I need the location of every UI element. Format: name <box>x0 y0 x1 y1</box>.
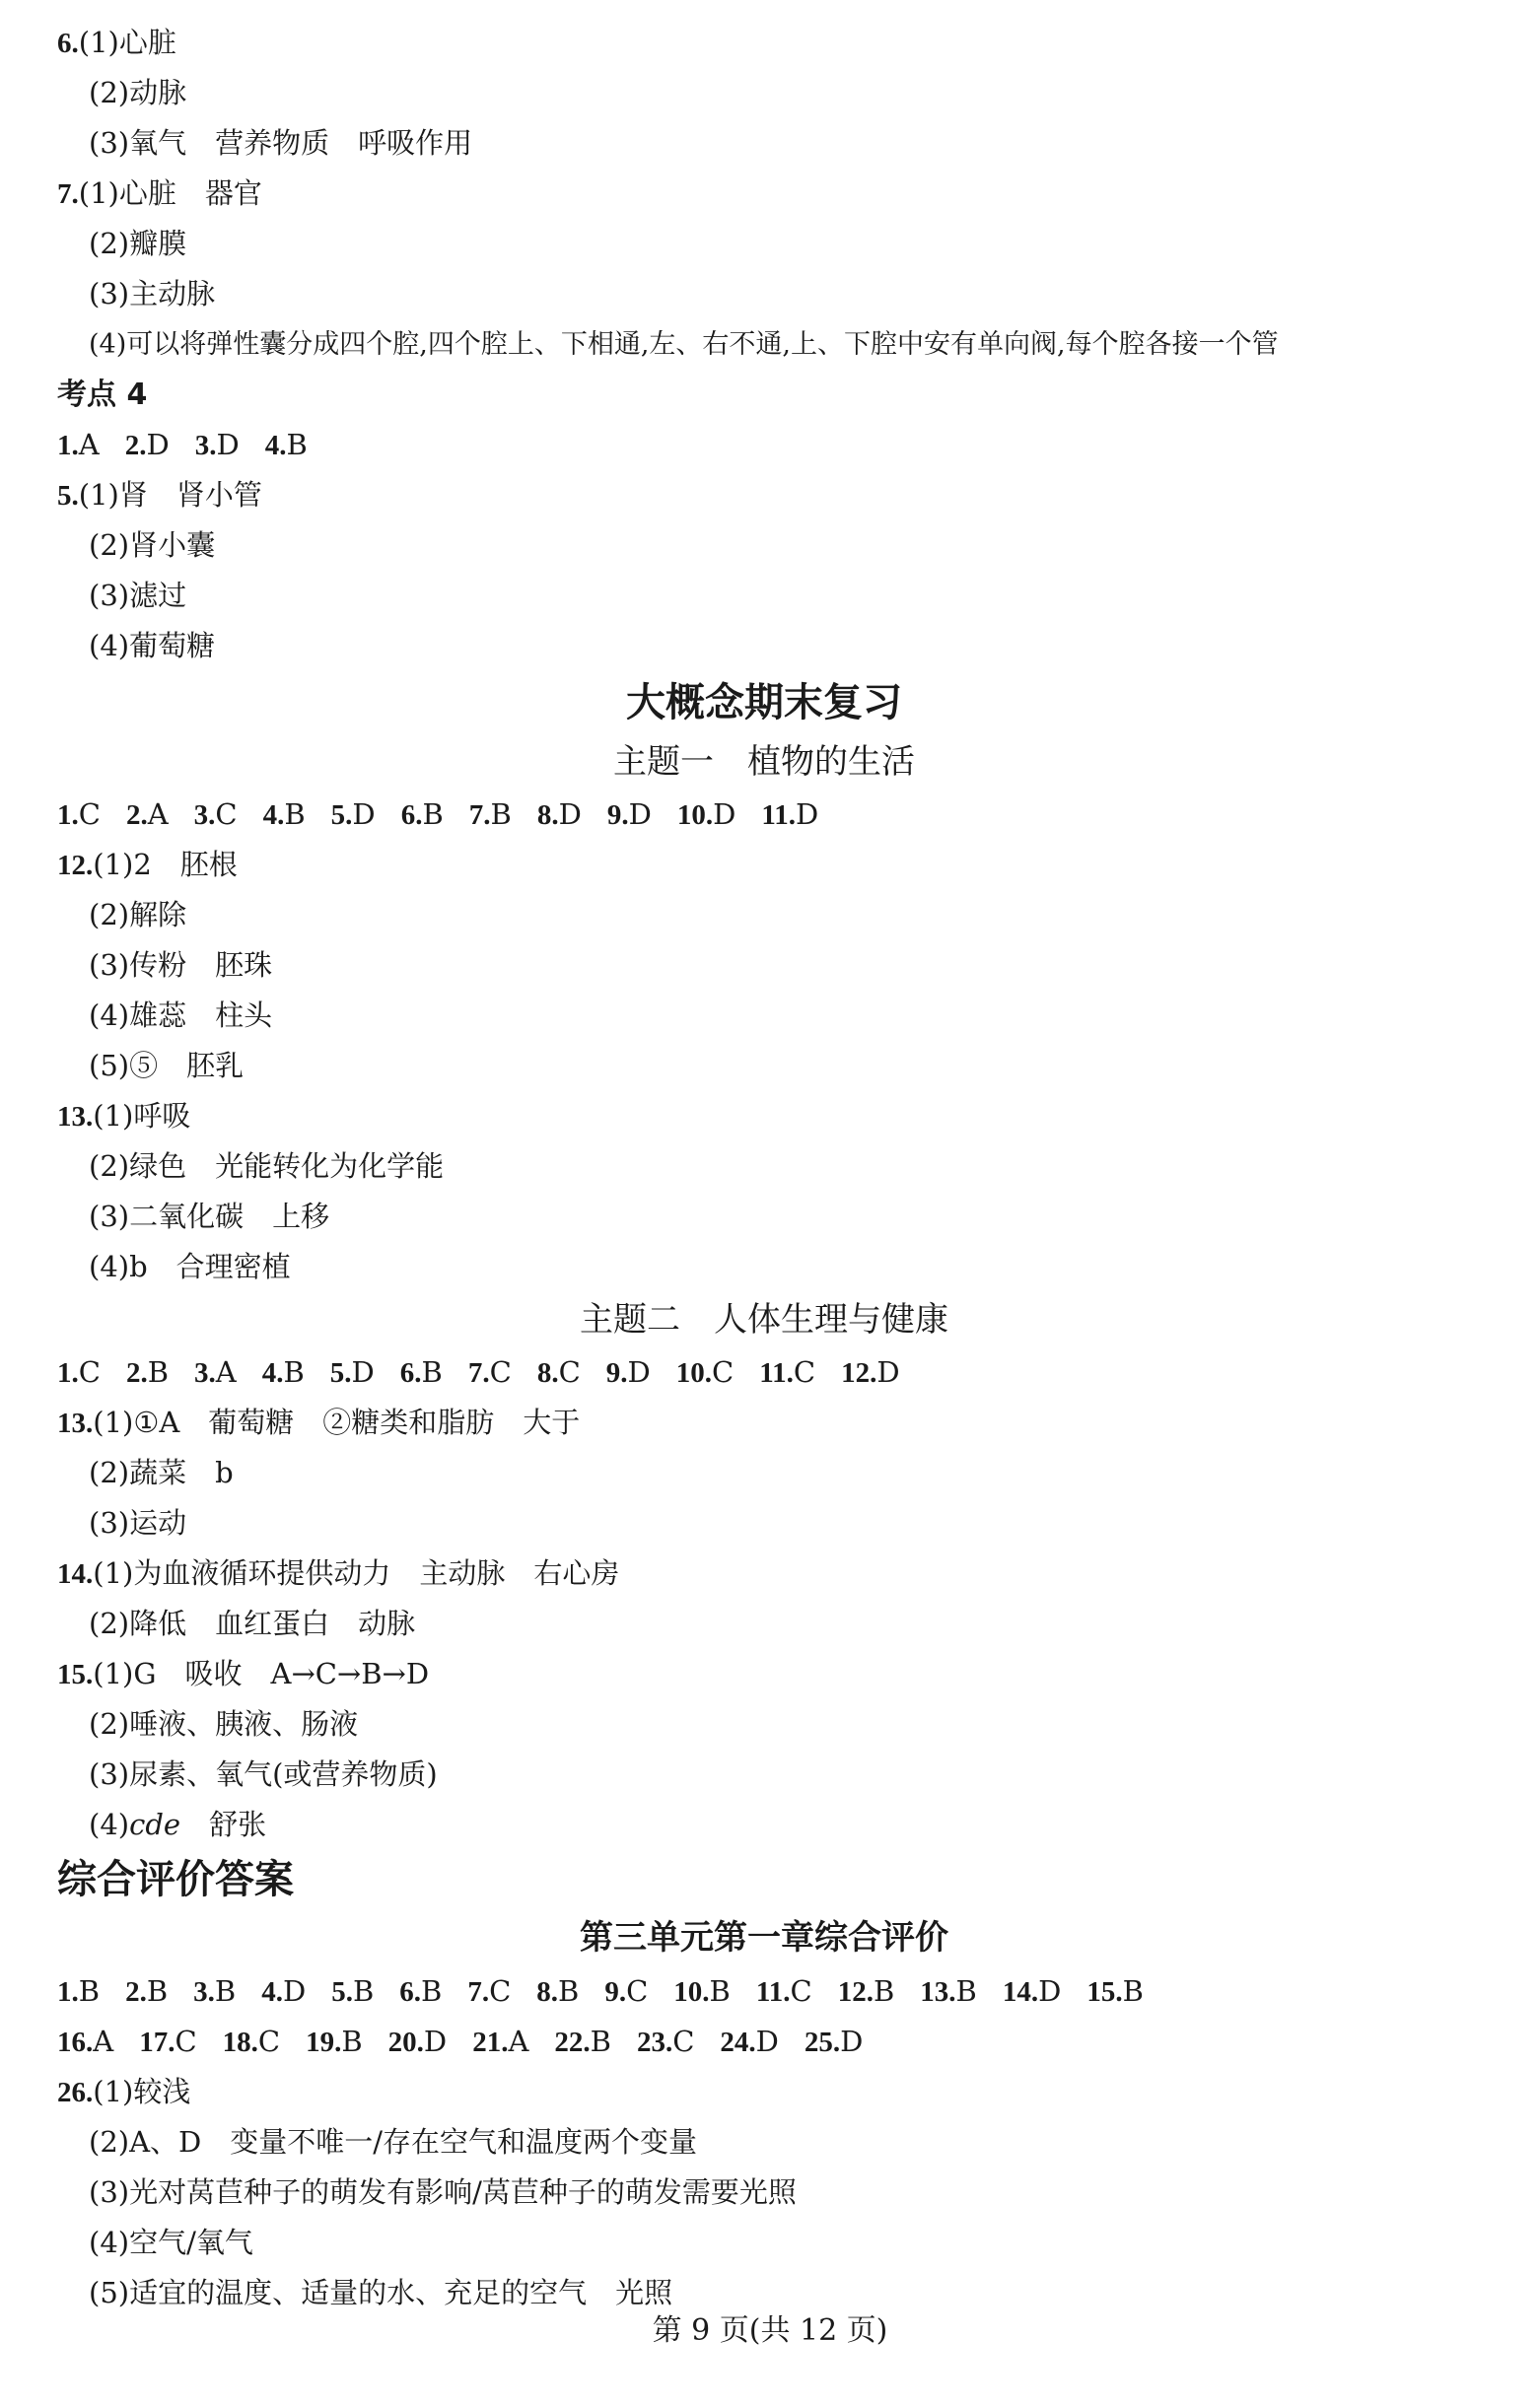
answer-letter: D <box>796 797 819 831</box>
question-number: 11. <box>759 1357 794 1389</box>
answer-letter: B <box>283 1355 305 1389</box>
question-number: 12. <box>841 1357 877 1389</box>
mc-answer <box>263 797 306 831</box>
answer-letter: B <box>147 1355 170 1389</box>
answer-line <box>57 2067 1510 2117</box>
answer-letter: B <box>558 1974 580 2008</box>
answer-letter: B <box>352 1974 375 2008</box>
answer-letter: A <box>147 797 169 831</box>
answer-letter: C <box>257 2025 281 2058</box>
answer-line: (3)二氧化碳 上移 <box>89 1200 330 1233</box>
answer-letter: A <box>508 2025 529 2058</box>
answer-line <box>57 1548 1510 1599</box>
answer-line <box>57 18 1510 68</box>
mc-answer <box>537 797 582 831</box>
mc-answer <box>125 428 170 461</box>
question-number: 15. <box>57 1659 94 1690</box>
question-number: 7. <box>467 1976 490 2008</box>
question-number: 20. <box>387 2027 424 2058</box>
mc-answer <box>838 1974 895 2008</box>
mc-answer <box>604 1974 648 2008</box>
answer-line: (4)空气/氧气 <box>89 2226 253 2259</box>
mc-row <box>57 2017 1510 2067</box>
question-number: 1. <box>57 1976 79 2008</box>
question-number: 26. <box>57 2077 94 2108</box>
answer-part: 舒张 <box>180 1808 267 1841</box>
answer-line <box>57 840 1510 890</box>
question-number: 7. <box>57 178 79 210</box>
question-number: 1. <box>57 430 79 461</box>
mc-row <box>57 1966 1510 2017</box>
answer-line: (4)可以将弹性囊分成四个腔,四个腔上、下相通,左、右不通,上、下腔中安有单向阀,每个腔各接一个管 <box>89 329 1279 360</box>
question-number: 19. <box>306 2027 342 2058</box>
mc-answer <box>536 1974 579 2008</box>
question-number: 10. <box>673 1976 710 2008</box>
mc-answer <box>57 1355 101 1389</box>
question-number: 8. <box>536 1976 559 2008</box>
question-number: 4. <box>261 1976 283 2008</box>
question-number: 5. <box>57 480 79 512</box>
question-number: 4. <box>262 799 285 831</box>
answer-part: (1)肾 肾小管 <box>78 478 262 512</box>
answer-letter: C <box>626 1974 649 2008</box>
question-number: 11. <box>761 799 797 831</box>
question-number: 9. <box>604 1976 627 2008</box>
question-number: 24. <box>720 2027 756 2058</box>
question-number: 22. <box>554 2027 591 2058</box>
question-number: 13. <box>57 1408 94 1439</box>
question-number: 23. <box>636 2027 673 2058</box>
answer-letter: D <box>713 797 736 831</box>
answer-line: (4)雄蕊 柱头 <box>89 998 273 1032</box>
mc-answer <box>139 2025 196 2058</box>
mc-answer <box>193 1974 236 2008</box>
answer-letter: B <box>709 1974 731 2008</box>
question-number: 10. <box>676 799 714 831</box>
question-number: 18. <box>222 2027 258 2058</box>
answer-letter: B <box>341 2025 363 2058</box>
question-number: 8. <box>536 799 559 831</box>
mc-answer <box>468 1355 512 1389</box>
answer-letter: C <box>78 1355 101 1389</box>
answer-line <box>57 1800 1510 1850</box>
answer-line: (3)主动脉 <box>89 277 216 310</box>
answer-letter: D <box>216 428 240 461</box>
answer-letter: B <box>955 1974 977 2008</box>
mc-answer <box>399 1974 442 2008</box>
answer-line: (4)b 合理密植 <box>89 1250 291 1283</box>
answer-line: (5)⑤ 胚乳 <box>89 1049 245 1082</box>
answer-part: (1)为血液循环提供动力 主动脉 右心房 <box>93 1556 620 1590</box>
question-number: 6. <box>400 799 423 831</box>
mc-answer <box>194 1355 237 1389</box>
answer-line: (2)A、D 变量不唯一/存在空气和温度两个变量 <box>89 2125 698 2159</box>
answer-letter: A <box>93 2025 114 2058</box>
mc-answer <box>761 797 818 831</box>
answer-line: (4)葡萄糖 <box>89 629 216 662</box>
mc-answer <box>467 1974 511 2008</box>
answer-letter: D <box>282 1974 307 2008</box>
answer-letter: C <box>175 2025 197 2058</box>
mc-answer <box>720 2025 779 2058</box>
answer-line <box>57 169 1510 219</box>
question-number: 5. <box>329 1357 352 1389</box>
mc-row <box>57 790 1510 840</box>
answer-part: (1)心脏 器官 <box>78 176 262 210</box>
answer-line: (5)适宜的温度、适量的水、充足的空气 光照 <box>89 2276 673 2309</box>
question-number: 6. <box>399 1976 422 2008</box>
mc-answer <box>262 1355 305 1389</box>
question-number: 4. <box>261 1357 284 1389</box>
answer-line: (3)尿素、氧气(或营养物质) <box>89 1757 438 1791</box>
answer-letter: D <box>1038 1974 1062 2008</box>
final-review-title: 大概念期末复习 <box>626 680 902 725</box>
mc-answer <box>57 1974 100 2008</box>
answer-letter: C <box>215 797 238 831</box>
mc-answer <box>676 1355 734 1389</box>
answer-letter: D <box>352 797 376 831</box>
answer-letter: C <box>672 2025 695 2058</box>
answer-letter: C <box>712 1355 735 1389</box>
answer-letter: B <box>146 1974 169 2008</box>
answer-letter: B <box>1122 1974 1144 2008</box>
answer-letter: B <box>490 797 512 831</box>
question-number: 17. <box>139 2027 175 2058</box>
answer-letter: B <box>284 797 306 831</box>
mc-answer <box>841 1355 900 1389</box>
question-number: 1. <box>57 799 79 831</box>
mc-answer <box>1086 1974 1144 2008</box>
page-footer: 第 9 页(共 12 页) <box>652 2313 888 2348</box>
mc-answer <box>331 797 376 831</box>
question-number: 8. <box>536 1357 559 1389</box>
answer-letter: B <box>286 428 308 461</box>
answer-line <box>57 470 1510 520</box>
question-number: 7. <box>467 1357 490 1389</box>
answer-letter: B <box>422 797 444 831</box>
answer-part: (1)呼吸 <box>93 1099 191 1133</box>
mc-answer <box>265 428 308 461</box>
answer-line <box>57 1091 1510 1141</box>
question-number: 12. <box>837 1976 874 2008</box>
topic2-title: 主题二 人体生理与健康 <box>580 1300 948 1340</box>
answer-letter: A <box>215 1355 237 1389</box>
question-number: 3. <box>194 430 217 461</box>
question-number: 13. <box>57 1101 94 1133</box>
answer-letter: B <box>421 1974 443 2008</box>
answer-letter: C <box>790 1974 812 2008</box>
mc-answer <box>331 1974 374 2008</box>
mc-answer <box>677 797 736 831</box>
answer-part: (4) <box>89 1808 130 1841</box>
answer-line: (3)运动 <box>89 1506 187 1540</box>
question-number: 4. <box>264 430 287 461</box>
answer-letter: D <box>558 797 582 831</box>
mc-answer <box>920 1974 977 2008</box>
answer-letter: C <box>793 1355 816 1389</box>
answer-part: (1)①A 葡萄糖 ②糖类和脂肪 大于 <box>93 1406 581 1439</box>
unit-title: 第三单元第一章综合评价 <box>580 1918 948 1958</box>
mc-answer <box>756 1974 812 2008</box>
mc-answer <box>607 797 652 831</box>
question-number: 5. <box>331 1976 353 2008</box>
answer-line: (2)降低 血红蛋白 动脉 <box>89 1607 416 1640</box>
mc-answer <box>537 1355 581 1389</box>
mc-answer <box>194 797 238 831</box>
mc-answer <box>388 2025 448 2058</box>
answer-letter: B <box>421 1355 443 1389</box>
mc-answer <box>126 1355 169 1389</box>
answer-letter: A <box>78 428 100 461</box>
mc-answer <box>805 2025 864 2058</box>
mc-answer <box>126 797 169 831</box>
mc-answer <box>57 797 101 831</box>
answer-letter: D <box>627 1355 651 1389</box>
answer-part-italic: cde <box>129 1808 181 1841</box>
answer-line: (3)氧气 营养物质 呼吸作用 <box>89 126 473 160</box>
answer-letter: D <box>755 2025 779 2058</box>
mc-answer <box>469 797 512 831</box>
answer-letter: D <box>840 2025 864 2058</box>
question-number: 7. <box>468 799 491 831</box>
answer-line: (3)滤过 <box>89 579 187 612</box>
mc-answer <box>759 1355 815 1389</box>
answer-letter: C <box>78 797 101 831</box>
answer-part: (1)G 吸收 A→C→B→D <box>93 1657 430 1690</box>
answer-line: (2)瓣膜 <box>89 227 187 260</box>
mc-answer <box>330 1355 375 1389</box>
mc-answer <box>606 1355 651 1389</box>
question-number: 25. <box>804 2027 841 2058</box>
question-number: 16. <box>57 2027 94 2058</box>
answer-part: (1)较浅 <box>93 2075 191 2108</box>
question-number: 3. <box>193 799 216 831</box>
question-number: 6. <box>57 28 79 59</box>
question-number: 9. <box>606 799 629 831</box>
question-number: 1. <box>57 1357 79 1389</box>
mc-row <box>57 1347 1510 1398</box>
mc-answer <box>223 2025 280 2058</box>
question-number: 9. <box>605 1357 628 1389</box>
mc-answer <box>673 1974 731 2008</box>
answer-line: (2)绿色 光能转化为化学能 <box>89 1149 445 1183</box>
mc-answer <box>125 1974 168 2008</box>
question-number: 2. <box>125 1976 147 2008</box>
mc-answer <box>195 428 240 461</box>
answer-letter: D <box>876 1355 900 1389</box>
answer-letter: C <box>558 1355 581 1389</box>
answer-line: (2)解除 <box>89 898 187 931</box>
answer-line: (2)肾小囊 <box>89 528 216 562</box>
mc-answer <box>472 2025 528 2058</box>
question-number: 14. <box>57 1558 94 1590</box>
question-number: 2. <box>124 430 147 461</box>
question-number: 10. <box>675 1357 713 1389</box>
answer-letter: C <box>489 1355 512 1389</box>
answer-part: (1)心脏 <box>78 26 176 59</box>
question-number: 11. <box>755 1976 791 2008</box>
question-number: 5. <box>330 799 353 831</box>
answer-letter: B <box>214 1974 237 2008</box>
mc-answer <box>554 2025 611 2058</box>
question-number: 2. <box>125 1357 148 1389</box>
answer-letter: D <box>628 797 652 831</box>
answer-letter: D <box>423 2025 448 2058</box>
answer-letter: B <box>873 1974 895 2008</box>
answer-letter: C <box>489 1974 512 2008</box>
answer-line: (2)蔬菜 b <box>89 1456 234 1489</box>
answer-line: (3)光对莴苣种子的萌发有影响/莴苣种子的萌发需要光照 <box>89 2175 797 2209</box>
question-number: 15. <box>1086 1976 1123 2008</box>
mc-answer <box>261 1974 306 2008</box>
answer-line: (3)传粉 胚珠 <box>89 948 273 982</box>
section-heading-kaodian4: 考点 4 <box>57 378 148 412</box>
question-number: 13. <box>920 1976 956 2008</box>
mc-answer <box>306 2025 363 2058</box>
answer-letter: B <box>590 2025 611 2058</box>
question-number: 6. <box>399 1357 422 1389</box>
mc-answer <box>401 797 444 831</box>
question-number: 14. <box>1002 1976 1039 2008</box>
mc-answer <box>1003 1974 1062 2008</box>
mc-answer <box>57 2025 113 2058</box>
answer-letter: D <box>351 1355 375 1389</box>
answer-line: (2)唾液、胰液、肠液 <box>89 1707 359 1741</box>
topic1-title: 主题一 植物的生活 <box>613 742 915 782</box>
answer-line: (2)动脉 <box>89 76 187 109</box>
mc-answer <box>57 428 100 461</box>
mc-answer <box>637 2025 694 2058</box>
question-number: 2. <box>125 799 148 831</box>
question-number: 21. <box>472 2027 509 2058</box>
question-number: 3. <box>194 1357 216 1389</box>
answer-part: (1)2 胚根 <box>93 848 238 881</box>
answer-letter: B <box>78 1974 101 2008</box>
answer-line <box>57 1649 1510 1699</box>
mc-answer <box>400 1355 443 1389</box>
mc-row <box>57 420 1510 470</box>
comprehensive-heading: 综合评价答案 <box>57 1857 294 1902</box>
question-number: 3. <box>193 1976 215 2008</box>
answer-letter: D <box>146 428 170 461</box>
answer-line <box>57 1398 1510 1448</box>
question-number: 12. <box>57 850 94 881</box>
